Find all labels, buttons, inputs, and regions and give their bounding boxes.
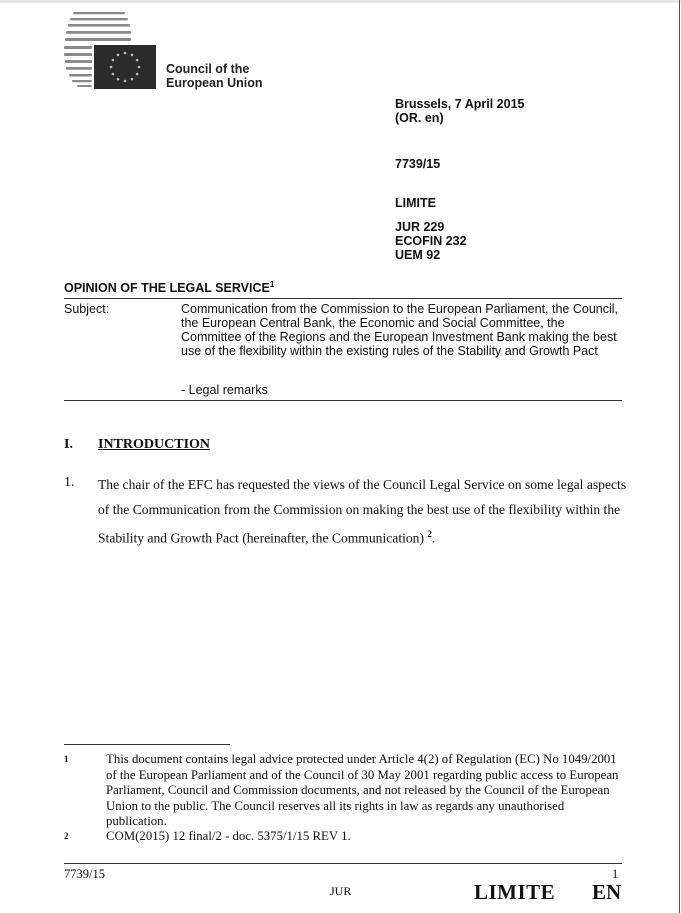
place-date: Brussels, 7 April 2015	[395, 97, 525, 111]
logo-star	[112, 73, 115, 76]
footnote-1-text: This document contains legal advice protected under Article 4(2) of Regulation (EC) No 1049/2001 of the European Parliament and of the Council of 30 May 2001 regarding public access to European Parliament, Council and Commission documents, and not released by the Council of the European Union to the public. The Council reserves all its rights in law as regards any unauthorised publication.	[106, 752, 619, 828]
opinion-title-text: OPINION OF THE LEGAL SERVICE	[64, 281, 270, 296]
organization-name	[166, 62, 263, 90]
footnote-ref-2[interactable]: 2	[427, 529, 432, 539]
logo-star	[136, 59, 139, 62]
paragraph-end: .	[431, 530, 436, 546]
footer-department: JUR	[330, 884, 352, 898]
paragraph-body: The chair of the EFC has requested the views of the Council Legal Service on some legal aspects of the Communication from the Commission on making the best use of the flexibility within the Stability and Growth Pact (hereinafter, the Communication)	[98, 477, 627, 546]
organization-name-line2: European Union	[166, 76, 263, 90]
subject-text: Communication from the Commission to the European Parliament, the Council, the European Central Bank, the Economic and Social Committee, the Committee of the Regions and the European Investment Bank making the best use of the flexibility within the existing rules of the Stability and Growth Pact	[181, 302, 619, 358]
code-jur: JUR 229	[395, 220, 445, 234]
page-right-edge	[679, 0, 680, 913]
classification-label: LIMITE	[395, 196, 436, 210]
original-language: (OR. en)	[395, 111, 444, 125]
code-ecofin: ECOFIN 232	[395, 234, 467, 248]
logo-star	[124, 80, 127, 83]
logo-star	[124, 52, 127, 55]
council-logo-icon	[63, 10, 158, 90]
footnote-2-text: COM(2015) 12 final/2 - doc. 5375/1/15 REV 1.	[106, 829, 351, 843]
opinion-title	[64, 280, 274, 295]
footer-divider	[64, 863, 622, 864]
logo-star	[136, 73, 139, 76]
footnote-2-number: 2	[64, 831, 69, 841]
footnote-1-number: 1	[64, 754, 69, 764]
page-top-edge	[0, 0, 681, 3]
divider-top	[64, 298, 622, 299]
paragraph-number: 1.	[64, 475, 75, 490]
document-number: 7739/15	[395, 157, 441, 171]
logo-star	[138, 66, 141, 69]
divider-bottom	[64, 400, 622, 401]
subject-label: Subject:	[64, 302, 110, 316]
logo-star	[117, 78, 120, 81]
section-number: I.	[64, 437, 73, 452]
section-title: INTRODUCTION	[98, 437, 211, 452]
footer-classification: LIMITE	[474, 880, 556, 904]
footer-language: EN	[592, 880, 622, 904]
footnote-ref-1[interactable]: 1	[269, 280, 275, 289]
organization-name-line1: Council of the	[166, 62, 250, 76]
footnote-separator	[64, 744, 230, 745]
paragraph-text	[98, 473, 628, 551]
logo-star	[131, 54, 134, 57]
footer-page-number: 1	[612, 867, 619, 881]
logo-star	[117, 54, 120, 57]
code-uem: UEM 92	[395, 248, 441, 262]
logo-star	[112, 59, 115, 62]
logo-star	[110, 66, 113, 69]
subject-remark: - Legal remarks	[181, 383, 268, 397]
footer-doc-number: 7739/15	[64, 867, 105, 881]
logo-star	[131, 78, 134, 81]
